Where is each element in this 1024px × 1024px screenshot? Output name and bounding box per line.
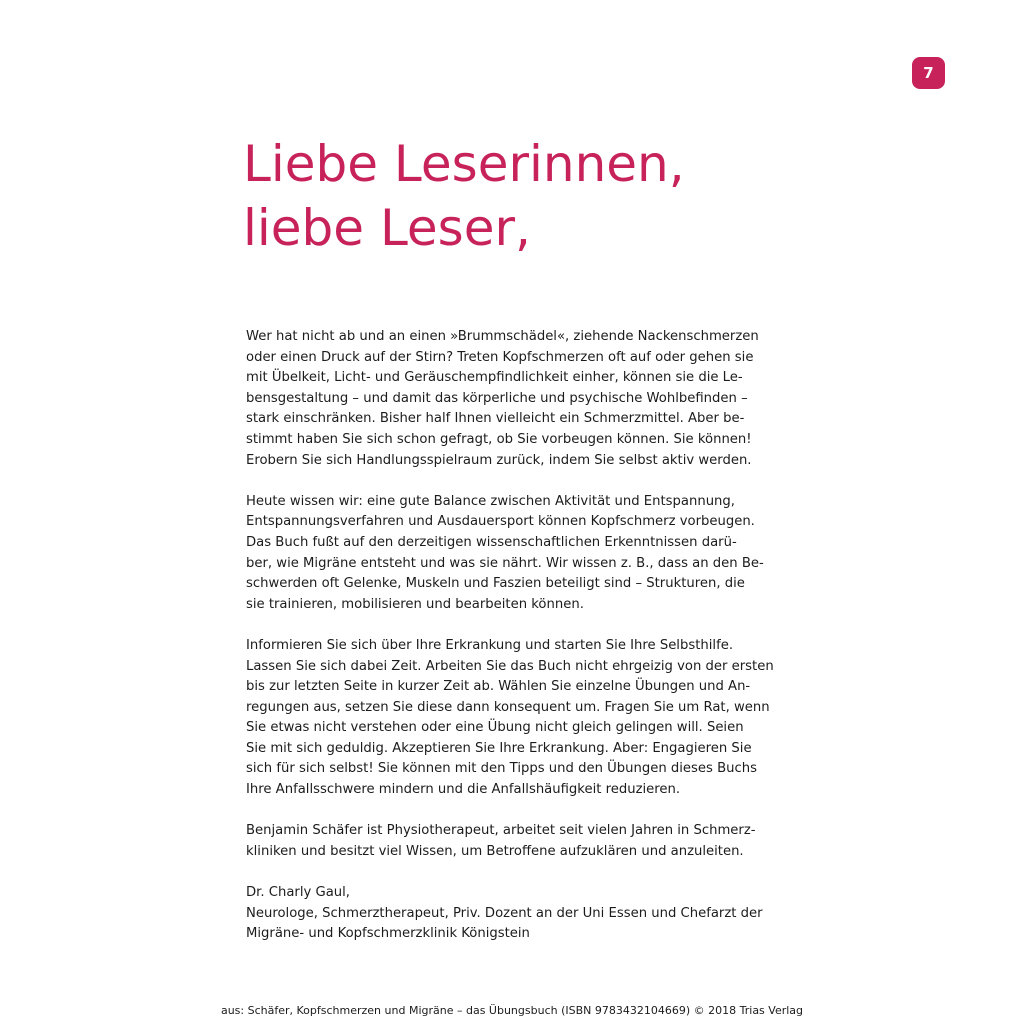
paragraph-advice — [246, 636, 774, 801]
source-citation: aus: Schäfer, Kopfschmerzen und Migräne – das Übungsbuch (ISBN 9783432104669) © 2018 Trias Verlag — [220, 1004, 804, 1017]
text-line: bis zur letzten Seite in kurzer Zeit ab. Wählen Sie einzelne Übungen und An- — [246, 679, 751, 695]
page-title — [243, 132, 685, 260]
text-line: Lassen Sie sich dabei Zeit. Arbeiten Sie das Buch nicht ehrgeizig von der ersten — [246, 658, 774, 674]
text-line: Erobern Sie sich Handlungsspielraum zurück, indem Sie selbst aktiv werden. — [246, 452, 752, 468]
text-line: sie trainieren, mobilisieren und bearbeiten können. — [246, 596, 584, 612]
text-line: stimmt haben Sie sich schon gefragt, ob Sie vorbeugen können. Sie können! — [246, 431, 752, 447]
text-line: Informieren Sie sich über Ihre Erkrankung und starten Sie Ihre Selbsthilfe. — [246, 637, 734, 653]
paragraph-knowledge — [246, 492, 766, 616]
text-line: sich für sich selbst! Sie können mit den Tipps und den Übungen dieses Buchs — [246, 761, 757, 777]
text-line: Ihre Anfallsschwere mindern und die Anfallshäufigkeit reduzieren. — [246, 782, 681, 798]
text-line: oder einen Druck auf der Stirn? Treten Kopfschmerzen oft auf oder gehen sie — [246, 349, 754, 365]
text-line: Heute wissen wir: eine gute Balance zwischen Aktivität und Entspannung, — [246, 493, 735, 509]
text-line: mit Übelkeit, Licht- und Geräuschempfindlichkeit einher, können sie die Le- — [246, 370, 743, 386]
text-line: Entspannungsverfahren und Ausdauersport können Kopfschmerz vorbeugen. — [246, 514, 755, 530]
text-line: Wer hat nicht ab und an einen »Brummschädel«, ziehende Nackenschmerzen — [246, 329, 759, 344]
text-line: ber, wie Migräne entsteht und was sie nährt. Wir wissen z. B., dass an den Be- — [246, 555, 764, 571]
signature-clinic: Migräne- und Kopfschmerzklinik Königstein — [246, 926, 530, 942]
paragraph-intro — [246, 327, 766, 471]
text-line: Sie etwas nicht verstehen oder eine Übung nicht gleich gelingen will. Seien — [246, 720, 744, 736]
text-line: schwerden oft Gelenke, Muskeln und Faszien beteiligt sind – Strukturen, die — [246, 576, 745, 592]
signature-name: Dr. Charly Gaul, — [246, 885, 350, 901]
letter-body — [246, 327, 774, 965]
text-line: bensgestaltung – und damit das körperliche und psychische Wohlbefinden – — [246, 390, 748, 406]
paragraph-author — [246, 821, 766, 862]
text-line: Sie mit sich geduldig. Akzeptieren Sie Ihre Erkrankung. Aber: Engagieren Sie — [246, 740, 752, 756]
signature-title: Neurologe, Schmerztherapeut, Priv. Dozent an der Uni Essen und Chefarzt der — [246, 905, 763, 921]
text-line: Das Buch fußt auf den derzeitigen wissenschaftlichen Erkenntnissen darü- — [246, 534, 737, 550]
text-line: stark einschränken. Bisher half Ihnen vielleicht ein Schmerzmittel. Aber be- — [246, 411, 745, 427]
text-line: Benjamin Schäfer ist Physiotherapeut, arbeitet seit vielen Jahren in Schmerz- — [246, 823, 756, 839]
page-title-line-1: Liebe Leserinnen, — [243, 135, 685, 193]
page-title-line-2: liebe Leser, — [243, 199, 531, 257]
text-line: kliniken und besitzt viel Wissen, um Betroffene aufzuklären und anzuleiten. — [246, 843, 744, 859]
page-number-badge: 7 — [912, 57, 945, 89]
signature-block — [246, 883, 766, 945]
text-line: regungen aus, setzen Sie diese dann konsequent um. Fragen Sie um Rat, wenn — [246, 699, 770, 715]
